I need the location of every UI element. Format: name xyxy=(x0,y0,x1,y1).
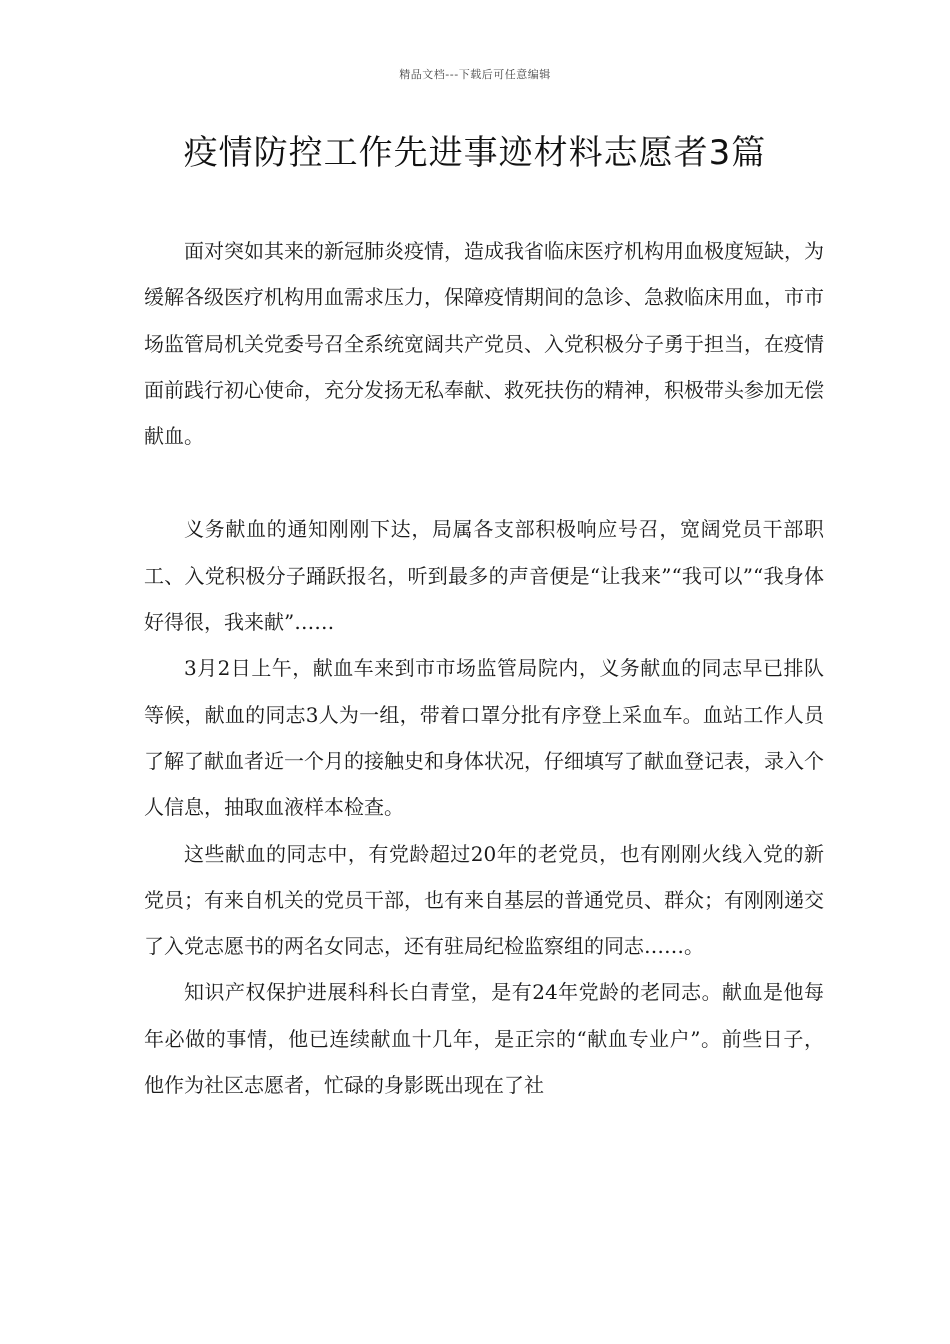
paragraph-1: 面对突如其来的新冠肺炎疫情，造成我省临床医疗机构用血极度短缺，为缓解各级医疗机构用血需求压力，保障疫情期间的急诊、急救临床用血，市市场监管局机关党委号召全系统宽阔共产党员、入党积极分子勇于担当，在疫情面前践行初心使命，充分发扬无私奉献、救死扶伤的精神，积极带头参加无偿献血。 xyxy=(144,239,824,449)
document-body xyxy=(144,228,824,1108)
paragraph-gap xyxy=(144,459,824,506)
paragraph-2: 义务献血的通知刚刚下达，局属各支部积极响应号召，宽阔党员干部职工、入党积极分子踊跃报名，听到最多的声音便是“让我来”“我可以”“我身体好得很，我来献”…… xyxy=(144,517,824,635)
document-title: 疫情防控工作先进事迹材料志愿者3篇 xyxy=(183,133,767,173)
paragraph-4: 这些献血的同志中，有党龄超过20年的老党员，也有刚刚火线入党的新党员；有来自机关的党员干部，也有来自基层的普通党员、群众；有刚刚递交了入党志愿书的两名女同志，还有驻局纪检监察组的同志……。 xyxy=(144,841,824,959)
header-note: 精品文档---下载后可任意编辑 xyxy=(399,68,551,81)
paragraph-3: 3月2日上午，献血车来到市市场监管局院内，义务献血的同志早已排队等候，献血的同志3人为一组，带着口罩分批有序登上采血车。血站工作人员了解了献血者近一个月的接触史和身体状况，仔细填写了献血登记表，录入个人信息，抽取血液样本检查。 xyxy=(144,656,824,820)
paragraph-5: 知识产权保护进展科科长白青堂，是有24年党龄的老同志。献血是他每年必做的事情，他已连续献血十几年，是正宗的“献血专业户”。前些日子，他作为社区志愿者，忙碌的身影既出现在了社 xyxy=(144,980,824,1098)
